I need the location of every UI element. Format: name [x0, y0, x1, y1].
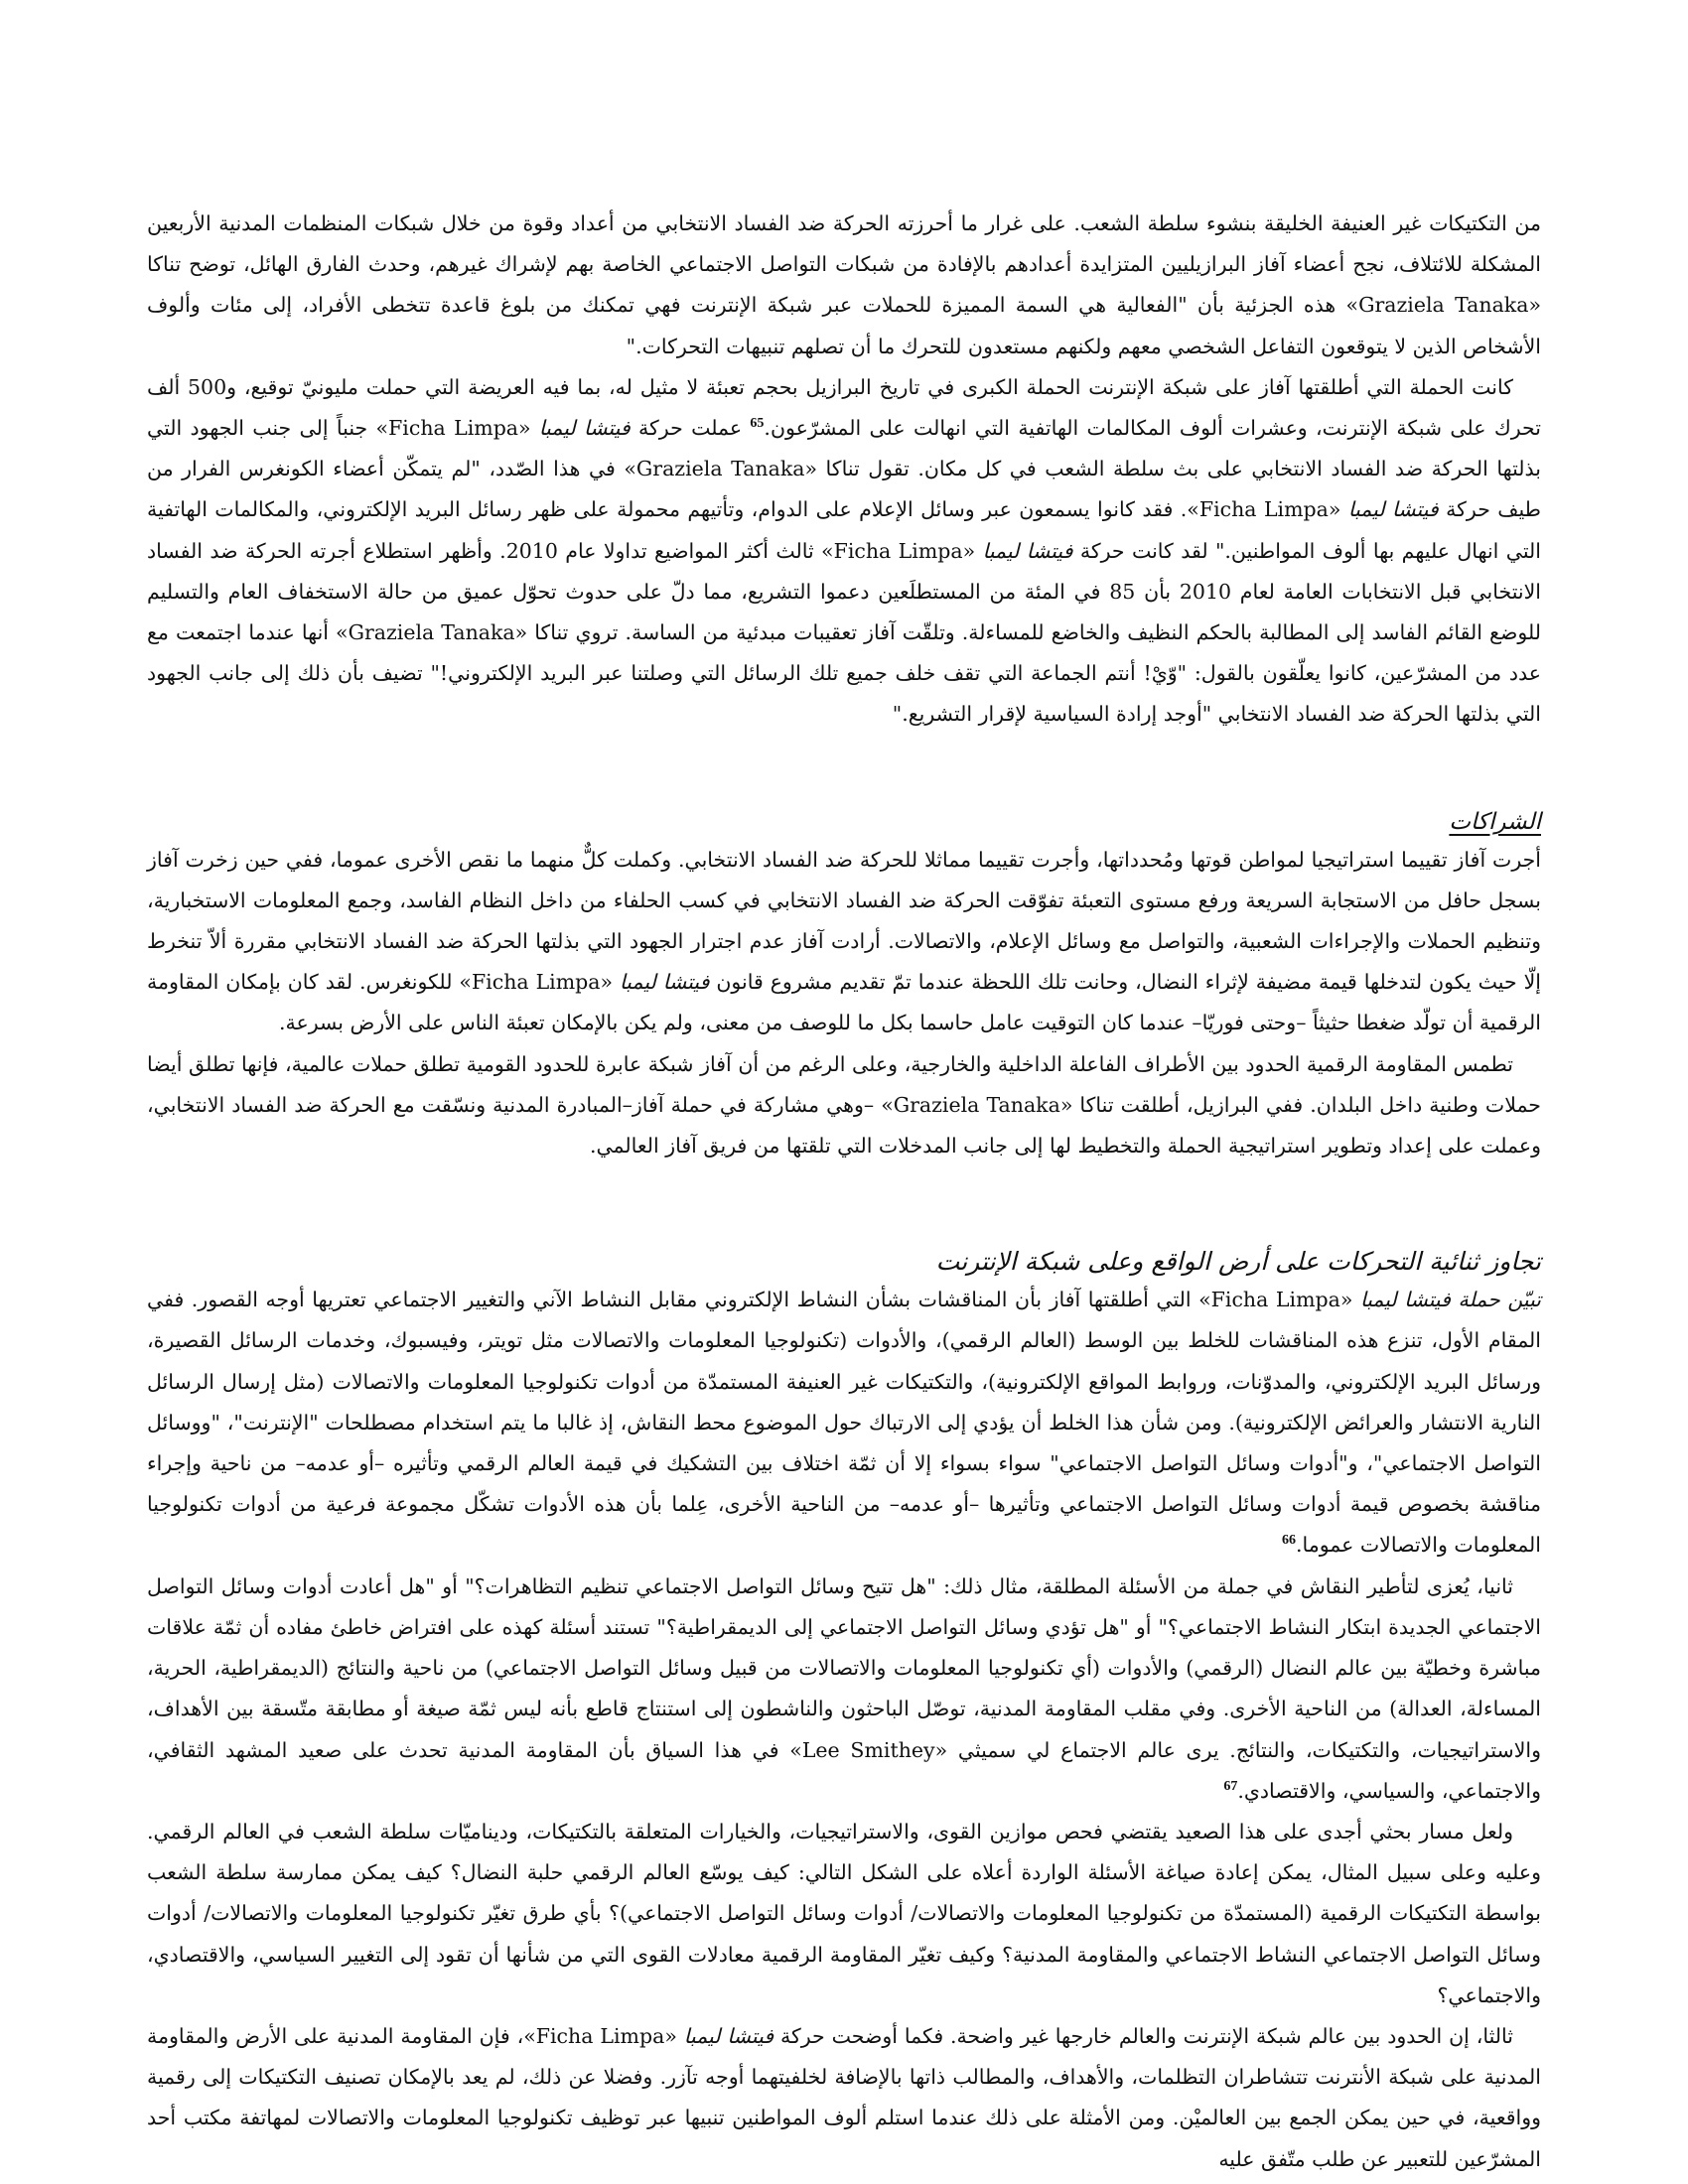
heading-partnerships: الشراكات: [1449, 808, 1541, 835]
footnote-ref-67[interactable]: 67: [1223, 1778, 1238, 1794]
paragraph-1: من التكتيكات غير العنيفة الخليقة بنشوء سلطة الشعب. على غرار ما أحرزته الحركة ضد الفساد الانتخابي من أعداد وقوة من خلال شبكات المنظمات المدنية الأربعين المشكلة للائتلاف، نجح أعضاء آفاز البرازيليين المتزايدة أعدادهم بالإفادة من شبكات التواصل الاجتماعي الخاصة بهم لإشراك غيرهم، وحدث الفارق الهائل، توضح تناكا «Graziela Tanaka» هذه الجزئية بأن "الفعالية هي السمة المميزة للحملات عبر شبكة الإنترنت فهي تمكنك من بلوغ قاعدة تتخطى الأفراد، إلى مئات وألوف الأشخاص الذين لا يتوقعون التفاعل الشخصي معهم ولكنهم مستعدون للتحرك ما أن تصلهم تنبيهات التحركات.": [147, 211, 1541, 358]
paragraph-3: أجرت آفاز تقييما استراتيجيا لمواطن قوتها ومُحدداتها، وأجرت تقييما مماثلا للحركة ضد الفساد الانتخابي. وكملت كلٌّ منهما ما نقص الأخرى عموما، ففي حين زخرت آفاز بسجل حافل من الاستجابة السريعة ورفع مستوى التعبئة تفوّقت الحركة ضد الفساد الانتخابي في كسب الحلفاء من داخل النظام الفاسد، وجمع المعلومات الاستخبارية، وتنظيم الحملات والإجراءات الشعبية، والتواصل مع وسائل الإعلام، والاتصالات. أرادت آفاز عدم اجترار الجهود التي بذلتها الحركة ضد الفساد الانتخابي مقررة ألاّ تنخرط إلّا حيث يكون لتدخلها قيمة مضيفة لإثراء النضال، وحانت تلك اللحظة عندما تمّ تقديم مشروع قانون فيتشا ليمبا «Ficha Limpa» للكونغرس. لقد كان بإمكان المقاومة الرقمية أن تولّد ضغطا حثيثاً –وحتى فوريّا– عندما كان التوقيت عامل حاسما بكل ما للوصف من معنى، ولم يكن بالإمكان تعبئة الناس على الأرض بسرعة.: [147, 847, 1542, 1035]
paragraph-4: تطمس المقاومة الرقمية الحدود بين الأطراف الفاعلة الداخلية والخارجية، وعلى الرغم من أن آفاز شبكة عابرة للحدود القومية تطلق حملات عالمية، فإنها تطلق أيضا حملات وطنية داخل البلدان. ففي البرازيل، أطلقت تناكا «Graziela Tanaka» –وهي مشاركة في حملة آفاز–المبادرة المدنية ونسّقت مع الحركة ضد الفساد الانتخابي، وعملت على إعداد وتطوير استراتيجية الحملة والتخطيط لها إلى جانب المدخلات التي تلقتها من فريق آفاز العالمي.: [147, 1051, 1541, 1159]
heading-online-offline: تجاوز ثنائية التحركات على أرض الواقع وعلى شبكة الإنترنت: [935, 1247, 1541, 1277]
paragraph-2: كانت الحملة التي أطلقتها آفاز على شبكة الإنترنت الحملة الكبرى في تاريخ البرازيل بحجم تعبئة لا مثيل له، بما فيه العريضة التي حملت مليونيّ توقيع، و500 ألف تحرك على شبكة الإنترنت، وعشرات ألوف المكالمات الهاتفية التي انهالت على المشرّعون.$^{65}$ عملت حركة فيتشا ليمبا «Ficha Limpa» جنباً إلى جنب الجهود التي بذلتها الحركة ضد الفساد الانتخابي على بث سلطة الشعب في كل مكان. تقول تناكا «Graziela Tanaka» في هذا الصّدد، "لم يتمكّن أعضاء الكونغرس الفرار من طيف حركة فيتشا ليمبا «Ficha Limpa». فقد كانوا يسمعون عبر وسائل الإعلام على الدوام، وتأتيهم محمولة على ظهر رسائل البريد الإلكتروني، والمكالمات الهاتفية التي انهال عليهم بها ألوف المواطنين." لقد كانت حركة فيتشا ليمبا «Ficha Limpa» ثالث أكثر المواضيع تداولا عام 2010. وأظهر استطلاع أجرته الحركة ضد الفساد الانتخابي قبل الانتخابات العامة لعام 2010 بأن 85 في المئة من المستطلَعين دعموا التشريع، مما دلّ على حدوث تحوّل عميق من حالة الاستخفاف العام والتسليم للوضع القائم الفاسد إلى المطالبة بالحكم النظيف والخاضع للمساءلة. وتلقّت آفاز تعقيبات مبدئية من الساسة. تروي تناكا «Graziela Tanaka» أنها عندما اجتمعت مع عدد من المشرّعين، كانوا يعلّقون بالقول: "وّيْ! أنتم الجماعة التي تقف خلف جميع تلك الرسائل التي وصلتنا عبر البريد الإلكتروني!" تضيف بأن ذلك إلى جانب الجهود التي بذلتها الحركة ضد الفساد الانتخابي "أوجد إرادة السياسية لإقرار التشريع.": [147, 374, 1542, 727]
document-page: [147, 204, 1541, 2180]
footnote-ref-65[interactable]: 65: [750, 416, 765, 432]
paragraph-6: ثانيا، يُعزى لتأطير النقاش في جملة من الأسئلة المطلقة، مثال ذلك: "هل تتيح وسائل التواصل الاجتماعي تنظيم التظاهرات؟" أو "هل أعادت أدوات وسائل التواصل الاجتماعي الجديدة ابتكار النشاط الاجتماعي؟" أو "هل تؤدي وسائل التواصل الاجتماعي إلى الديمقراطية؟" تستند أسئلة كهذه على افتراض خاطئ مفاده أن ثمّة علاقات مباشرة وخطيّة بين عالم النضال (الرقمي) والأدوات (أي تكنولوجيا المعلومات والاتصالات من قبيل وسائل التواصل الاجتماعي) من ناحية والنتائج (الديمقراطية، الحرية، المساءلة، العدالة) من الناحية الأخرى. وفي مقلب المقاومة المدنية، توصّل الباحثون والناشطون إلى استنتاج قاطع بأنه ليس ثمّة صيغة أو مطابقة متّسقة بين الأهداف، والاستراتيجيات، والتكتيكات، والنتائج. يرى عالم الاجتماع لي سميثي «Lee Smithey» في هذا السياق بأن المقاومة المدنية تحدث على صعيد المشهد الثقافي، والاجتماعي، والسياسي، والاقتصادي.$^{67}$: [147, 1573, 1541, 1803]
paragraph-8: ثالثا، إن الحدود بين عالم شبكة الإنترنت والعالم خارجها غير واضحة. فكما أوضحت حركة فيتشا ليمبا «Ficha Limpa»، فإن المقاومة المدنية على الأرض والمقاومة المدنية على شبكة الأنترنت تتشاطران التظلمات، والأهداف، والمطالب ذاتها بالإضافة لخلفيتهما أوجه تآزر. وفضلا عن ذلك، لم يعد بالإمكان تصنيف التكتيكات إلى رقمية وواقعية، في حين يمكن الجمع بين العالميْن. ومن الأمثلة على ذلك عندما استلم ألوف المواطنين تنبيها عبر توظيف تكنولوجيا المعلومات والاتصالات لمهاتفة مكتب أحد المشرّعين للتعبير عن طلب متّفق عليه: [147, 2023, 1541, 2171]
paragraph-7: ولعل مسار بحثي أجدى على هذا الصعيد يقتضي فحص موازين القوى، والاستراتيجيات، والخيارات المتعلقة بالتكتيكات، وديناميّات سلطة الشعب في العالم الرقمي. وعليه وعلى سبيل المثال، يمكن إعادة صياغة الأسئلة الواردة أعلاه على الشكل التالي: كيف يوسّع العالم الرقمي حلبة النضال؟ كيف يمكن ممارسة سلطة الشعب بواسطة التكتيكات الرقمية (المستمدّة من تكنولوجيا المعلومات والاتصالات/ أدوات وسائل التواصل الاجتماعي)؟ بأي طرق تغيّر تكنولوجيا المعلومات والاتصالات/ أدوات وسائل التواصل الاجتماعي النشاط الاجتماعي والمقاومة المدنية؟ وكيف تغيّر المقاومة الرقمية معادلات القوى التي من شأنها أن تقود إلى التغيير السياسي، والاقتصادي، والاجتماعي؟: [147, 1819, 1541, 2007]
paragraph-5: تبيّن حملة فيتشا ليمبا «Ficha Limpa» التي أطلقتها آفاز بأن المناقشات بشأن النشاط الإلكتروني مقابل النشاط الآني والتغيير الاجتماعي تعتريها أوجه القصور. ففي المقام الأول، تنزع هذه المناقشات للخلط بين الوسط (العالم الرقمي)، والأدوات (تكنولوجيا المعلومات والاتصالات مثل تويتر، وفيسبوك، وخدمات الرسائل القصيرة، ورسائل البريد الإلكتروني، والمدوّنات، وروابط المواقع الإلكترونية)، والتكتيكات غير العنيفة المستمدّة من أدوات تكنولوجيا المعلومات والاتصالات (مثل إرسال الرسائل النارية الانتشار والعرائض الإلكترونية). ومن شأن هذا الخلط أن يؤدي إلى الارتباك حول الموضوع محط النقاش، إذ غالبا ما يتم استخدام مصطلحات "الإنترنت"، "ووسائل التواصل الاجتماعي"، و"أدوات وسائل التواصل الاجتماعي" سواء بسواء إلا أن ثمّة اختلاف بين التشكيك في قيمة العالم الرقمي وتأثيره –أو عدمه– من ناحية وإجراء مناقشة بخصوص قيمة أدوات وسائل التواصل الاجتماعي وتأثيرها –أو عدمه– من الناحية الأخرى، عِلما بأن هذه الأدوات تشكّل مجموعة فرعية من أدوات تكنولوجيا المعلومات والاتصالات عموما.$^{66}$: [147, 1288, 1541, 1558]
footnote-ref-66[interactable]: 66: [1281, 1533, 1296, 1549]
